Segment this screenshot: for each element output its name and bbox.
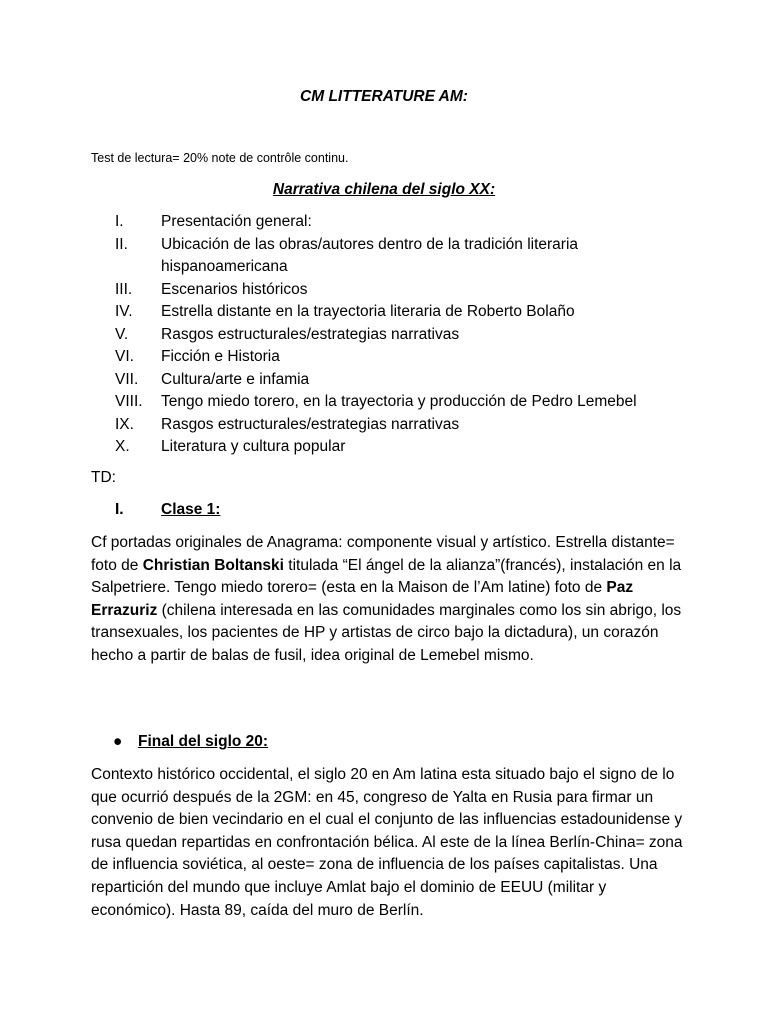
outline-item xyxy=(0,324,768,347)
outline-item xyxy=(0,234,768,279)
outline-item xyxy=(0,391,768,414)
outline-item xyxy=(0,436,768,459)
outline-text: Cultura/arte e infamia xyxy=(161,370,310,388)
outline-item xyxy=(0,346,768,369)
outline-number: VIII. xyxy=(115,393,143,410)
outline-text: Estrella distante en la trayectoria literaria de Roberto Bolaño xyxy=(161,303,575,320)
outline-number: II. xyxy=(115,235,128,253)
artist-name: Christian Boltanski xyxy=(142,556,284,574)
outline-text: Literatura y cultura popular xyxy=(161,438,346,455)
outline-number: I. xyxy=(115,213,124,230)
outline-text: Presentación general: xyxy=(161,213,312,230)
outline-item xyxy=(0,211,768,234)
outline-item xyxy=(0,301,768,324)
outline-number: IV. xyxy=(115,303,133,320)
outline-number: VII. xyxy=(115,370,139,388)
outline-text: Escenarios históricos xyxy=(161,280,308,298)
paragraph-text: Cf portadas originales de Anagrama: componente visual y artístico. Estrella distante= foto de xyxy=(91,534,675,574)
outline-item xyxy=(0,369,768,392)
outline-number: III. xyxy=(115,280,133,298)
clase-label: Clase 1: xyxy=(161,501,221,518)
outline-item xyxy=(0,279,768,302)
outline-number: IX. xyxy=(115,415,134,433)
course-outline-list xyxy=(0,211,768,459)
outline-text: Rasgos estructurales/estrategias narrativas xyxy=(161,325,460,343)
outline-number: VI. xyxy=(115,348,134,365)
td-label: TD: xyxy=(91,469,116,486)
context-paragraph: Contexto histórico occidental, el siglo 20 en Am latina esta situado bajo el signo de lo que ocurrió después de la 2GM: en 45, congreso de Yalta en Rusia para firmar un convenio de bien vecindario en el cual el conjunto de las influencias estadounidense y rusa quedan repartidas en confrontación bélica. Al este de la línea Berlín-China= zona de influencia soviética, al oeste= zona de influencia de los países capitalistas. Una repartición del mundo que incluye Amlat bajo el dominio de EEUU (militar y económico). Hasta 89, caída del muro de Berlín. xyxy=(91,766,683,919)
artist-name: Paz Errazuriz xyxy=(91,579,634,619)
outline-number: V. xyxy=(115,325,129,343)
outline-item xyxy=(0,414,768,437)
section-subtitle: Narrativa chilena del siglo XX: xyxy=(272,181,496,198)
clase-number: I. xyxy=(115,501,124,518)
document-title: CM LITTERATURE AM: xyxy=(300,88,468,105)
outline-text: Rasgos estructurales/estrategias narrativas xyxy=(161,415,460,433)
bullet-icon: ● xyxy=(113,733,123,750)
outline-text: Ubicación de las obras/autores dentro de la tradición literaria hispanoamericana xyxy=(161,235,579,275)
paragraph-text: titulada “El ángel de la alianza”(francés), instalación en la Salpetriere. Tengo miedo torero= (esta en la Maison de l’Am latine) foto de xyxy=(91,556,682,597)
section-heading-label: Final del siglo 20: xyxy=(138,733,269,750)
outline-text: Tengo miedo torero, en la trayectoria y producción de Pedro Lemebel xyxy=(161,393,637,410)
paragraph-text: (chilena interesada en las comunidades marginales como los sin abrigo, los transexuales, los pacientes de HP y artistas de circo bajo la dictadura), un corazón hecho a partir de balas de fusil, idea original de Lemebel mismo. xyxy=(91,601,682,664)
outline-number: X. xyxy=(115,438,130,455)
outline-text: Ficción e Historia xyxy=(161,348,280,365)
clase-paragraph xyxy=(91,532,691,668)
test-weight-note: Test de lectura= 20% note de contrôle continu. xyxy=(91,151,349,165)
